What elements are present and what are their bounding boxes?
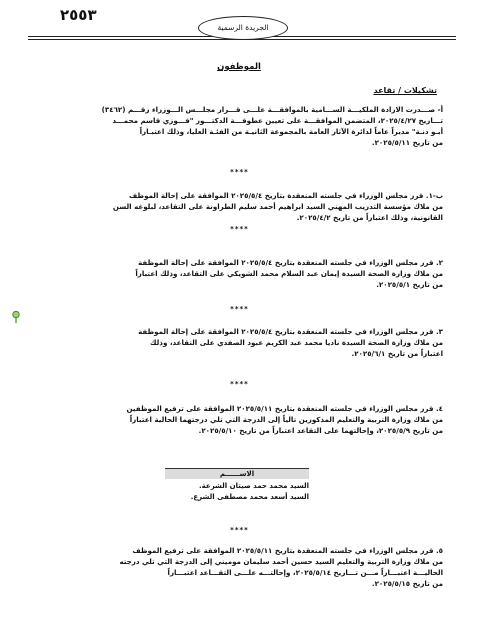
paragraph-line: ٢. قرر مجلس الوزراء في جلسته المنعقدة بتاريخ ٢٠٢٥/٥/٤ الموافقة على إحالة الموظفة (138, 258, 443, 267)
paragraph-line: أبـو دنـة" مديراً عاماً لدائرة الآثار العامة بالمجموعة الثانيـة من الفئـة العليا، وذلك اعتبـاراً (139, 127, 443, 136)
table-row: السيد أسعد محمد مصطفى الشرع. (190, 493, 309, 501)
decision-paragraph-3 (49, 326, 443, 359)
paragraph-line: من ملاك مؤسسة التدريب المهني السيد ابراهيم أحمد سليم الطراونة على التقاعد، لبلوغه السن (112, 202, 443, 211)
pin-marker-icon (10, 310, 22, 324)
paragraph-line: من ملاك وزارة التربية والتعليم المذكورين تالياً إلى الدرجة التي تلي درجتهما الحالية اعتباراً (129, 415, 443, 424)
paragraph-line: من تاريخ ٢٠٢٥/٥/١. (376, 280, 443, 289)
decision-paragraph-4 (49, 403, 443, 436)
gazette-name-badge: الجريدة الرسمية (198, 16, 288, 40)
separator-stars: **** (230, 380, 249, 388)
table-row: السيد محمد حمد صيتان الشرعة. (199, 482, 309, 490)
paragraph-line: ب-١. قرر مجلس الوزراء في جلسته المنعقدة بتاريخ ٢٠٢٥/٥/٤ الموافقة على إحالة الموظف (128, 191, 443, 200)
page-number: ٢٥٥٣ (60, 6, 97, 24)
section-title: الموظفون (217, 62, 261, 72)
separator-stars: **** (230, 225, 249, 233)
subsection-title: تشكيلات / تقاعد (373, 86, 437, 95)
paragraph-line: أ- صـــدرت الارادة الملكيـــة الســـامية بالموافقـــة علـــى قـــرار مجلـــس الـــوزراء رقـــم (٣٤٦٢) (101, 105, 443, 114)
decision-paragraph-2 (49, 257, 443, 290)
decision-paragraph-5 (49, 545, 443, 589)
decree-paragraph-a (49, 104, 443, 148)
paragraph-line: من تاريخ ٢٠٢٥/٥/٩، وإحالتهما على التقاعد اعتباراً من تاريخ ٢٠٢٥/٥/١٠. (198, 426, 443, 435)
paragraph-line: من ملاك وزارة الصحة السيدة إيمان عبد السلام محمد الشويكي على التقاعد، وذلك اعتباراً (135, 269, 443, 278)
names-table-header: الاســــــم (165, 468, 309, 479)
separator-stars: **** (230, 168, 249, 176)
paragraph-line: ٥. قرر مجلس الوزراء في جلسته المنعقدة بتاريخ ٢٠٢٥/٥/١١ الموافقة على ترفيع الموظف (132, 546, 443, 555)
separator-stars: **** (230, 526, 249, 534)
separator-stars: **** (230, 305, 249, 313)
paragraph-line: اعتباراً من تاريخ ٢٠٢٥/٦/١. (351, 349, 443, 358)
paragraph-line: الحاليـــة اعتبـــاراً مـــن تـــاريخ ٢٠٢٥/٥/١٤، وإحالتـــه علـــى التقـــاعد اعتبـــاراً (167, 568, 443, 577)
paragraph-line: ٣. قرر مجلس الوزراء في جلسته المنعقدة بتاريخ ٢٠٢٥/٥/٤ الموافقة على إحالة الموظفة (138, 327, 443, 336)
paragraph-line: ٤. قرر مجلس الوزراء في جلسته المنعقدة بتاريخ ٢٠٢٥/٥/١١ الموافقة على ترفيع الموظفين (126, 404, 443, 413)
employee-names-table (165, 468, 309, 503)
paragraph-line: تـــاريخ ٢٠٢٥/٤/٢٧، المتضمن الموافقـــة على تعيين عطوفـــة الدكتـــور "فـــوزي قاسم محمـــد (112, 116, 443, 125)
paragraph-line: من ملاك وزارة التربية والتعليم السيد حسين أحمد سليمان موميني إلى الدرجة التي تلي درجته (119, 557, 443, 566)
paragraph-line: من ملاك وزارة الصحة السيدة ناديا محمد عبد الكريم عبود الصفدي على التقاعد، وذلك (150, 338, 443, 347)
decision-paragraph-b1 (49, 190, 443, 223)
paragraph-line: القانونية، وذلك اعتباراً من تاريخ ٢٠٢٥/٤/٢. (296, 213, 443, 222)
paragraph-line: من تاريخ ٢٠٢٥/٥/١٥. (371, 579, 443, 588)
paragraph-line: من تاريخ ٢٠٢٥/٥/١١. (371, 138, 443, 147)
